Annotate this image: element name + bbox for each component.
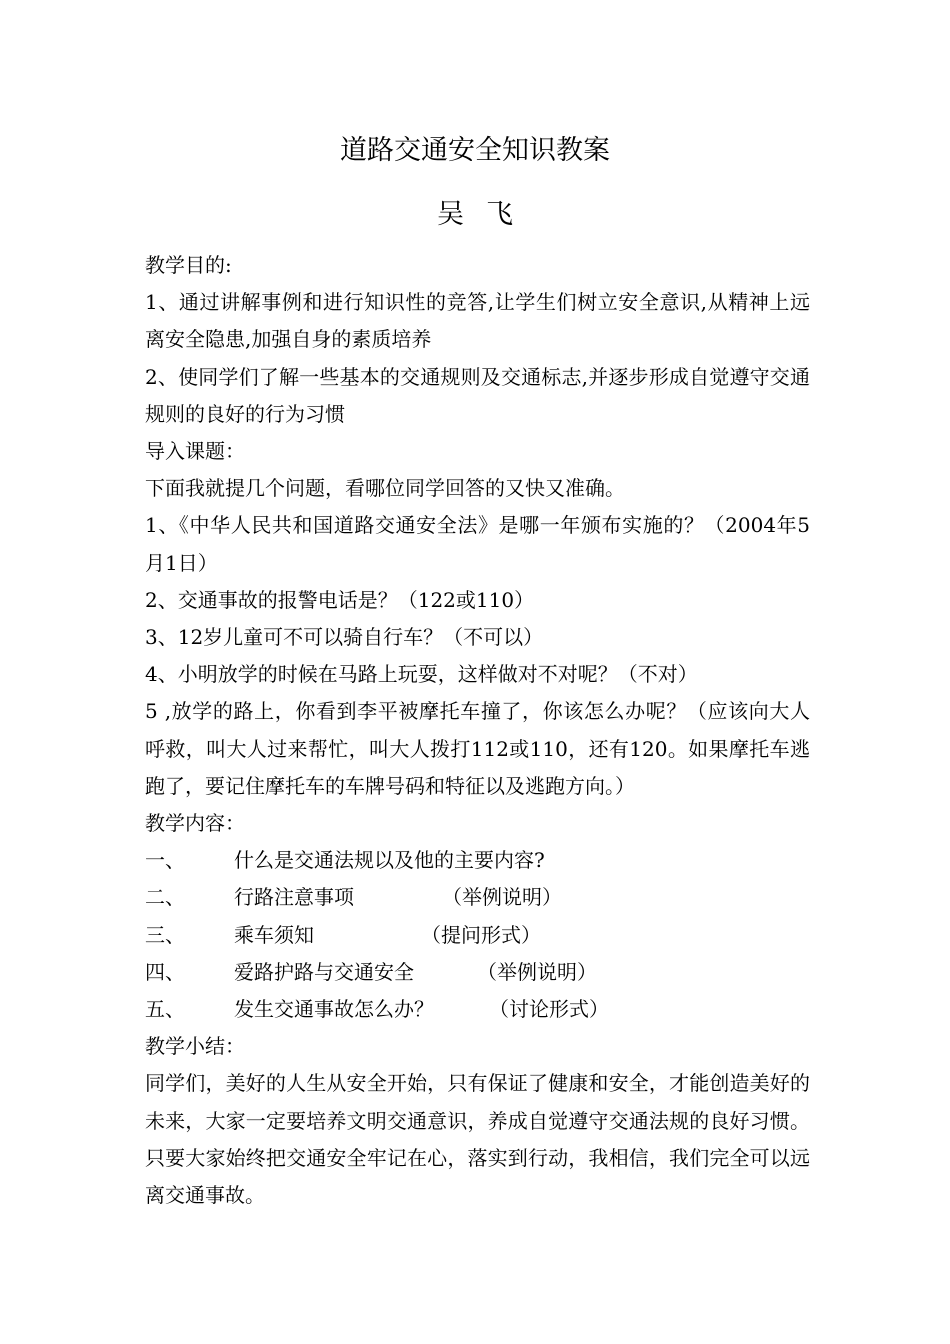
content-item-topic: 行路注意事项	[234, 885, 354, 910]
content-item-note: （讨论形式）	[489, 997, 609, 1021]
content-item-note: （提问形式）	[421, 922, 541, 947]
question-item: 5 ,放学的路上，你看到李平被摩托车撞了，你该怎么办呢？（应该向大人呼救，叫大人过来帮忙，叫大人拨打112或110，还有120。如果摩托车逃跑了，要记住摩托车的车牌号码和特征以及逃跑方向。）	[145, 699, 810, 798]
content-item-number: 三、	[145, 922, 185, 947]
objective-item: 1、通过讲解事例和进行知识性的竞答,让学生们树立安全意识,从精神上远离安全隐患,加强自身的素质培养	[145, 290, 810, 352]
content-item-topic: 爱路护路与交通安全	[234, 959, 414, 984]
summary-text: 同学们，美好的人生从安全开始，只有保证了健康和安全，才能创造美好的未来，大家一定要培养文明交通意识，养成自觉遵守交通法规的良好习惯。只要大家始终把交通安全牢记在心，落实到行动，我相信，我们完全可以远离交通事故。	[145, 1071, 810, 1207]
content-item-note: （举例说明）	[442, 885, 562, 910]
content-item-number: 二、	[145, 885, 185, 910]
document-body	[145, 247, 810, 1214]
question-item: 3、12岁儿童可不可以骑自行车？（不可以）	[145, 625, 544, 650]
content-item	[145, 842, 810, 879]
objective-item: 2、使同学们了解一些基本的交通规则及交通标志,并逐步形成自觉遵守交通规则的良好的行为习惯	[145, 364, 810, 426]
question-item: 1、《中华人民共和国道路交通安全法》是哪一年颁布实施的？（2004年5月1日）	[145, 513, 810, 575]
content-item-topic: 什么是交通法规以及他的主要内容?	[234, 848, 545, 873]
content-item-topic: 乘车须知	[234, 922, 314, 947]
intro-heading: 导入课题：	[145, 439, 245, 464]
content-item-topic: 发生交通事故怎么办？	[234, 997, 434, 1021]
question-item: 4、小明放学的时候在马路上玩耍，这样做对不对呢？（不对）	[145, 662, 698, 687]
question-item: 2、交通事故的报警电话是？（122或110）	[145, 587, 535, 612]
content-item-number: 一、	[145, 848, 185, 873]
intro-text: 下面我就提几个问题，看哪位同学回答的又快又准确。	[145, 476, 625, 501]
author-name: 吴飞	[437, 199, 535, 230]
content-item-number: 五、	[145, 997, 185, 1021]
content-item	[145, 917, 810, 954]
content-item-note: （举例说明）	[477, 959, 597, 984]
content-item-number: 四、	[145, 959, 185, 984]
content-item	[145, 991, 810, 1028]
content-heading: 教学内容：	[145, 811, 245, 836]
document-title: 道路交通安全知识教案	[340, 135, 610, 166]
content-item	[145, 954, 810, 991]
content-item	[145, 879, 810, 916]
objectives-heading: 教学目的:	[145, 253, 232, 277]
summary-heading: 教学小结：	[145, 1034, 245, 1059]
